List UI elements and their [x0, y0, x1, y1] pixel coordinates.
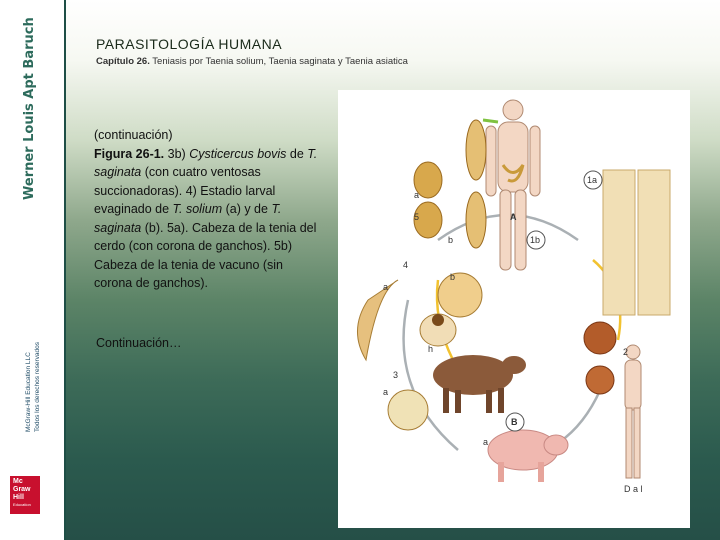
chapter-subtitle [96, 56, 408, 67]
logo-text: Hill [13, 494, 24, 501]
cow-figure [433, 355, 526, 413]
caption-text: de [286, 146, 308, 161]
label-3: 3 [393, 370, 399, 380]
chapter-text: Teniasis por Taenia solium, Taenia saginata y Taenia asiatica [149, 56, 408, 67]
sidebar [0, 0, 66, 540]
caption-text: (a) y de [222, 202, 272, 216]
life-cycle-diagram [338, 90, 690, 528]
life-cycle-figure [338, 90, 690, 528]
label-a: a [383, 282, 389, 292]
cyst-section [388, 390, 428, 430]
figure-label: Figura 26-1. [94, 146, 165, 161]
label-a: a [414, 190, 420, 200]
pig-figure [488, 430, 568, 482]
caption-text: 3b) [164, 146, 190, 161]
label-1a: 1a [587, 175, 598, 185]
caption-italic: T. saginata [94, 202, 282, 235]
label-A: A [510, 212, 517, 222]
publisher-logo [10, 476, 40, 514]
caption-text: (con cuatro ventosas succionadoras). 4) Estadio larval evaginado de [94, 165, 276, 216]
label-2: 2 [623, 347, 629, 357]
label-h: h [428, 344, 434, 354]
larva [438, 273, 482, 317]
larva [357, 280, 398, 360]
cyst-core [432, 314, 444, 326]
figure-caption [94, 126, 322, 293]
arrow-icon [483, 120, 498, 122]
label-b: b [448, 235, 454, 245]
caption-italic: T. saginata [94, 146, 318, 179]
continuation-note: Continuación… [96, 336, 182, 350]
logo-text: Graw [13, 486, 31, 493]
label-b: b [450, 272, 456, 282]
scolex-head [466, 120, 486, 180]
egg [586, 366, 614, 394]
caption-text: (b). 5a). Cabeza de la tenia del cerdo (con corona de ganchos). 5b) Cabeza de la tenia de vacuno (sin corona de ganchos). [94, 220, 317, 290]
scolex-head [466, 192, 486, 248]
label-5: 5 [414, 212, 420, 222]
label-a: a [483, 437, 489, 447]
caption-italic: Cysticercus bovis [189, 146, 287, 161]
label-dal: D a l [624, 484, 643, 494]
chapter-label: Capítulo 26. [96, 56, 150, 67]
copyright-notice [24, 342, 42, 432]
copyright-line: Todos los derechos reservados [34, 342, 41, 432]
caption-intro: (continuación) [94, 128, 173, 142]
human-figure [625, 345, 641, 478]
copyright-line: McGraw-Hill Education LLC [25, 352, 32, 432]
proglottid-strip [638, 170, 670, 315]
logo-text: Mc [13, 478, 23, 485]
egg [584, 322, 616, 354]
author-name: Werner Louis Apt Baruch [22, 17, 37, 200]
caption-italic: T. solium [172, 202, 223, 216]
label-a: a [383, 387, 389, 397]
label-B: B [511, 417, 518, 427]
label-1b: 1b [530, 235, 541, 245]
label-4: 4 [403, 260, 409, 270]
logo-text: Education [13, 502, 31, 507]
page-title: PARASITOLOGÍA HUMANA [96, 36, 283, 52]
proglottid-strip [603, 170, 635, 315]
